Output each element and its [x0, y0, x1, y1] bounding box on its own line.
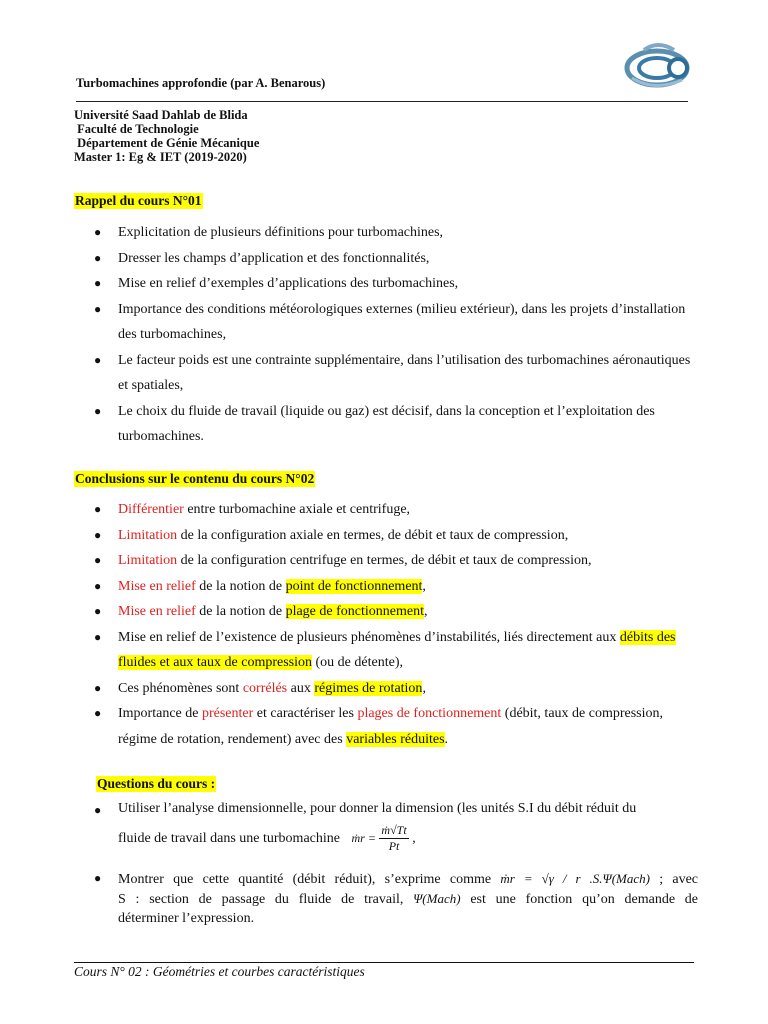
- bullet-icon: ●: [94, 803, 102, 817]
- section2-list: [74, 497, 698, 752]
- faculty-line: Faculté de Technologie: [74, 122, 199, 136]
- bullet-icon: ●: [94, 553, 102, 567]
- list-item: ● Mise en relief d’exemples d’applications des turbomachines,: [74, 271, 698, 297]
- bullet-icon: ●: [94, 629, 102, 644]
- list-item: ● Explicitation de plusieurs définitions pour turbomachines,: [74, 220, 698, 246]
- reduced-flow-fraction: $\frac{\text{ṁ√Tt}}{Pt}$: [381, 823, 407, 853]
- institution-info: [74, 108, 259, 164]
- list-item: ● Ces phénomènes sont corrélés aux régimes de rotation,: [74, 676, 698, 702]
- bullet-icon: ●: [94, 250, 102, 265]
- list-item: ● Le facteur poids est une contrainte supplémentaire, dans l’utilisation des turbomachines aéronautiques et spatiales,: [74, 348, 698, 399]
- list-item: ● Importance des conditions météorologiques externes (milieu extérieur), dans les projets d’installation des turbomachines,: [74, 297, 698, 348]
- list-item: ● Importance de présenter et caractériser les plages de fonctionnement (débit, taux de compression, régime de rotation, rendement) avec des variables réduites.: [74, 701, 698, 752]
- footer-rule: [74, 962, 694, 963]
- question-1: [74, 801, 698, 871]
- list-item: ● Limitation de la configuration axiale en termes, de débit et taux de compression,: [74, 523, 698, 549]
- university-line: Université Saad Dahlab de Blida: [74, 108, 248, 122]
- header-rule: [76, 101, 688, 102]
- section1-title: Rappel du cours N°01: [75, 193, 202, 208]
- question-1-line1: Utiliser l’analyse dimensionnelle, pour donner la dimension (les unités S.I du débit réduit du: [118, 801, 637, 816]
- question-1-line2: fluide de travail dans une turbomachine ṁr = $\frac{\text{ṁ√Tt}}{Pt}$ ,: [118, 823, 416, 853]
- reduced-flow-lhs: ṁr =: [351, 831, 376, 845]
- bullet-icon: ●: [94, 301, 102, 316]
- list-item: ● Dresser les champs d’application et des fonctionnalités,: [74, 246, 698, 272]
- list-item: ● Le choix du fluide de travail (liquide ou gaz) est décisif, dans la conception et l’exploitation des turbomachines.: [74, 399, 698, 450]
- bullet-icon: ●: [94, 706, 102, 720]
- bullet-icon: ●: [94, 502, 102, 516]
- list-item: ● Mise en relief de la notion de plage de fonctionnement,: [74, 599, 698, 625]
- question-2-line3: déterminer l’expression.: [118, 911, 255, 926]
- bullet-icon: ●: [94, 403, 102, 418]
- program-line: Master 1: Eg & IET (2019-2020): [74, 150, 247, 164]
- list-item: ● Différentier entre turbomachine axiale et centrifuge,: [74, 497, 698, 523]
- course-header: Turbomachines approfondie (par A. Benarous): [76, 76, 326, 90]
- bullet-icon: ●: [94, 578, 102, 593]
- bullet-icon: ●: [94, 225, 102, 239]
- department-line: Département de Génie Mécanique: [74, 136, 260, 150]
- question-2-line1: Montrer que cette quantité (débit réduit), s’exprime comme ṁr = √γ / r .S.Ψ(Mach) ; avec: [118, 871, 699, 887]
- bullet-icon: ●: [94, 276, 102, 290]
- bullet-icon: ●: [94, 352, 102, 367]
- list-item: ● Mise en relief de l’existence de plusieurs phénomènes d’instabilités, liés directement aux débits des fluides et aux taux de compression (ou de détente),: [74, 625, 698, 676]
- section2-title: Conclusions sur le contenu du cours N°02: [75, 471, 315, 486]
- bullet-icon: ●: [94, 527, 102, 542]
- question-2-line2: S : section de passage du fluide de travail, Ψ(Mach) est une fonction qu’on demande de: [118, 891, 699, 907]
- bullet-icon: ●: [94, 604, 102, 618]
- list-item: ● Mise en relief de la notion de point de fonctionnement,: [74, 574, 698, 600]
- list-item: ● Limitation de la configuration centrifuge en termes, de débit et taux de compression,: [74, 548, 698, 574]
- bullet-icon: ●: [94, 680, 102, 695]
- questions-title: Questions du cours :: [97, 776, 216, 791]
- psi-mach: Ψ(Mach): [413, 891, 461, 906]
- university-logo: [624, 42, 694, 92]
- question-2: [74, 868, 698, 928]
- bullet-icon: ●: [94, 871, 102, 885]
- footer-text: Cours N° 02 : Géométries et courbes caractéristiques: [74, 964, 365, 979]
- section1-list: [74, 220, 698, 450]
- reduced-flow-formula: ṁr = √γ / r .S.Ψ(Mach): [500, 871, 650, 886]
